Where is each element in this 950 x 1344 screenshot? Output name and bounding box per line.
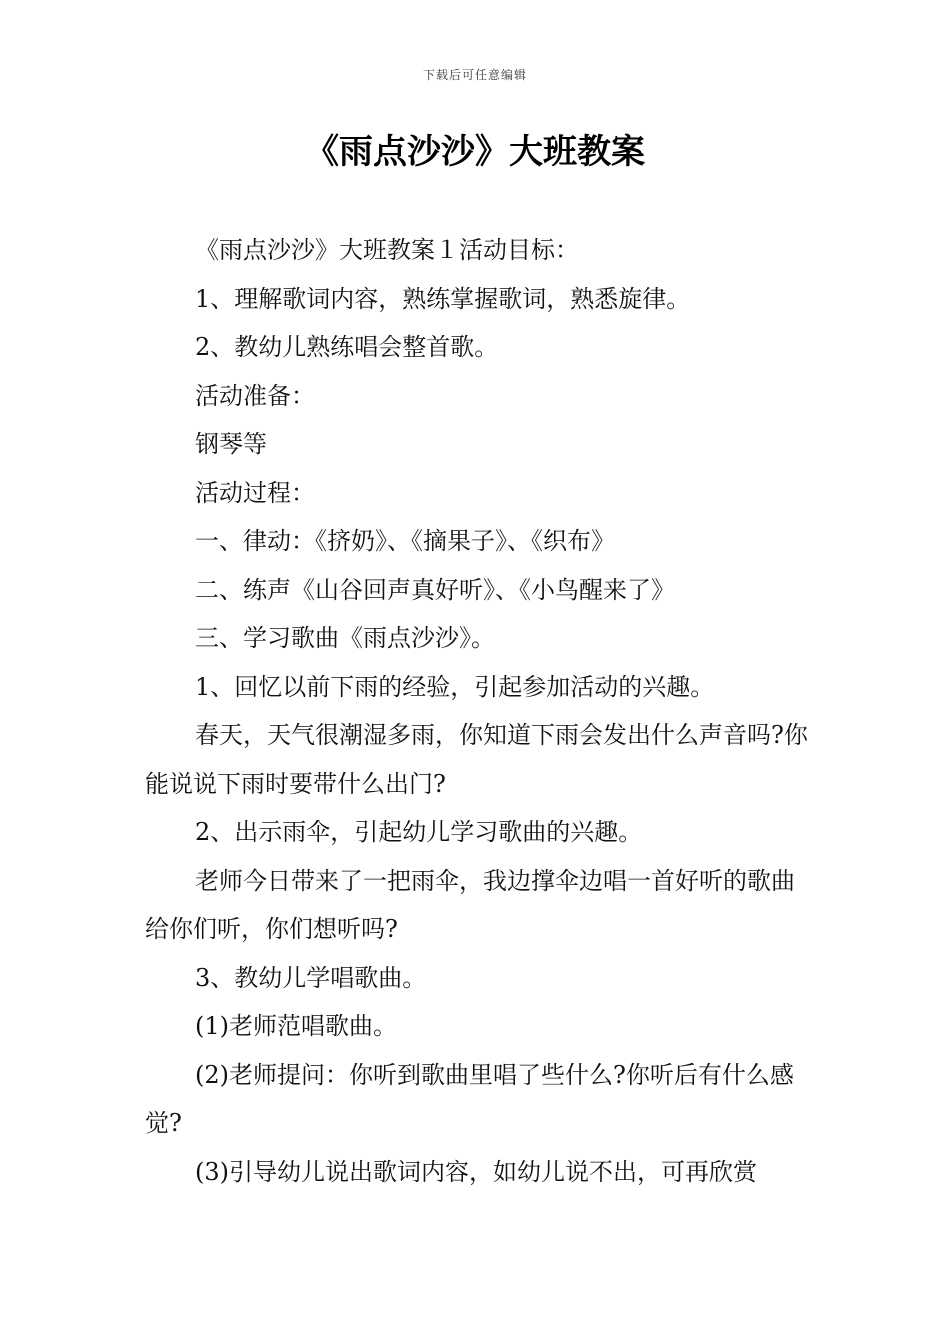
paragraph-preparation: 钢琴等: [195, 430, 267, 458]
paragraph-sub-1: (1)老师范唱歌曲。: [195, 1012, 397, 1040]
paragraph-preparation-heading: 活动准备：: [195, 381, 315, 410]
paragraph-teacher-umbrella: 老师今日带来了一把雨伞，我边撑伞边唱一首好听的歌曲给你们听，你们想听吗?: [145, 866, 795, 943]
paragraph-teach-song: 3、教幼儿学唱歌曲。: [195, 963, 427, 992]
paragraph-umbrella: 2、出示雨伞，引起幼儿学习歌曲的兴趣。: [195, 818, 643, 846]
paragraph-step-2: 二、练声《山谷回声真好听》、《小鸟醒来了》: [195, 575, 675, 604]
document-body: [145, 226, 810, 1196]
paragraph-step-1: 一、律动：《挤奶》、《摘果子》、《织布》: [195, 527, 615, 555]
paragraph-step-3: 三、学习歌曲《雨点沙沙》。: [195, 624, 495, 652]
paragraph-objectives-heading: 《雨点沙沙》大班教案１活动目标：: [195, 236, 579, 264]
paragraph-recall: 1、回忆以前下雨的经验，引起参加活动的兴趣。: [195, 672, 715, 701]
paragraph-sub-2: (2)老师提问：你听到歌曲里唱了些什么?你听后有什么感觉?: [145, 1060, 794, 1137]
paragraph-spring-question: 春天，天气很潮湿多雨，你知道下雨会发出什么声音吗?你能说说下雨时要带什么出门?: [145, 721, 808, 798]
document-title: 《雨点沙沙》大班教案: [305, 132, 645, 172]
paragraph-sub-3: (3)引导幼儿说出歌词内容，如幼儿说不出，可再欣赏: [195, 1157, 757, 1186]
paragraph-objective-2: 2、教幼儿熟练唱会整首歌。: [195, 333, 499, 361]
paragraph-objective-1: 1、理解歌词内容，熟练掌握歌词，熟悉旋律。: [195, 284, 691, 313]
header-note: 下载后可任意编辑: [422, 68, 527, 82]
paragraph-process-heading: 活动过程：: [195, 478, 315, 507]
